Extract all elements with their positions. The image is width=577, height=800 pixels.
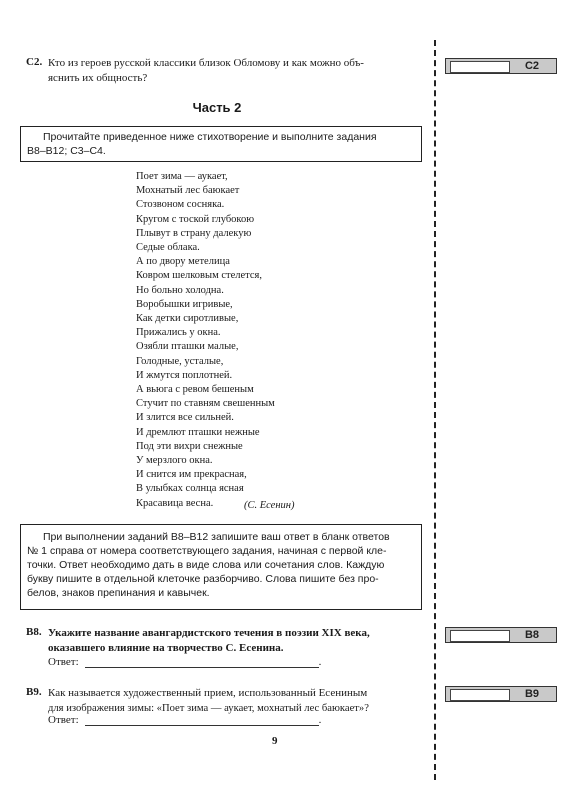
poem-line: Плывут в страну далекую <box>136 227 252 239</box>
cut-line <box>434 40 436 780</box>
poem-line: У мерзлого окна. <box>136 455 213 467</box>
answer-box-b9[interactable] <box>445 686 557 702</box>
poem-line: Стозвоном сосняка. <box>136 199 225 211</box>
poem-line: Как детки сиротливые, <box>136 313 239 325</box>
poem-line: В улыбках солнца ясная <box>136 483 244 495</box>
instruction-box-answers-line2: № 1 справа от номера соответствующего задания, начиная с первой кле- <box>27 545 387 557</box>
question-text-b9-line2: для изображения зимы: «Поет зима — аукает, мохнатый лес баюкает»? <box>48 703 369 714</box>
instruction-box-answers-line5: белов, знаков препинания и кавычек. <box>27 587 210 599</box>
poem-line: И дремлют пташки нежные <box>136 426 260 438</box>
poem-line: Воробышки игривые, <box>136 298 233 310</box>
answer-cell-b9[interactable] <box>450 689 510 701</box>
question-number-b8: B8. <box>26 626 42 638</box>
answer-label-b8: Ответ: <box>48 656 79 668</box>
poem-line: Мохнатый лес баюкает <box>136 185 240 197</box>
instruction-box-answers-line3: точки. Ответ необходимо дать в виде слова или сочетания слов. Каждую <box>27 559 385 571</box>
question-number-b9: B9. <box>26 686 42 698</box>
question-text-b9-line1: Как называется художественный прием, использованный Есениным <box>48 687 368 699</box>
poem-line: А по двору метелица <box>136 256 230 268</box>
part-title: Часть 2 <box>192 100 242 115</box>
answer-box-code-c2: C2 <box>524 60 540 72</box>
poem-line: Но больно холодна. <box>136 284 224 296</box>
answer-field-b8[interactable] <box>85 657 319 668</box>
answer-end-b9: . <box>318 714 322 726</box>
question-text-c2-line2: яснить их общность? <box>48 72 148 84</box>
poem-line: Голодные, усталые, <box>136 355 224 367</box>
answer-cell-c2[interactable] <box>450 61 510 73</box>
instruction-box-poem <box>20 126 422 162</box>
answer-box-code-b8: B8 <box>524 629 540 641</box>
poem-line: Под эти вихри снежные <box>136 440 243 452</box>
answer-end-b8: . <box>318 656 322 668</box>
poem <box>136 170 396 511</box>
instruction-box-poem-line1: Прочитайте приведенное ниже стихотворение и выполните задания <box>43 131 377 143</box>
instruction-box-poem-line2: В8–В12; С3–С4. <box>27 145 106 157</box>
poem-line: Поет зима — аукает, <box>136 171 228 182</box>
poem-line: Седые облака. <box>136 242 200 254</box>
page-number: 9 <box>272 735 278 747</box>
instruction-box-answers-line1: При выполнении заданий В8–В12 запишите ваш ответ в бланк ответов <box>43 531 390 543</box>
question-number-c2: C2. <box>26 56 43 68</box>
poem-line: И злится все сильней. <box>136 412 234 424</box>
question-text-c2 <box>48 56 428 86</box>
question-text-c2-line1: Кто из героев русской классики близок Обломову и как можно объ- <box>48 57 364 69</box>
answer-box-c2[interactable] <box>445 58 557 74</box>
poem-line: Стучит по ставням свешенным <box>136 398 275 410</box>
instruction-box-answers-line4: букву пишите в отдельной клеточке разборчиво. Слова пишите без про- <box>27 573 379 585</box>
answer-field-b9[interactable] <box>85 715 319 726</box>
poem-line: Ковром шелковым стелется, <box>136 270 262 282</box>
answer-line-b8[interactable] <box>48 656 321 668</box>
poem-line: И снится им прекрасная, <box>136 469 247 481</box>
question-text-b8-line2: оказавшего влияние на творчество С. Есенина. <box>48 642 284 654</box>
answer-box-b8[interactable] <box>445 627 557 643</box>
answer-cell-b8[interactable] <box>450 630 510 642</box>
answer-box-code-b9: B9 <box>524 688 540 700</box>
question-text-b8-line1: Укажите название авангардистского течения в поэзии XIX века, <box>48 627 370 639</box>
answer-line-b9[interactable] <box>48 714 321 726</box>
poem-author: (С. Есенин) <box>244 500 295 511</box>
question-text-b8 <box>48 626 428 656</box>
poem-line: Прижались у окна. <box>136 327 221 339</box>
question-text-b9 <box>48 686 432 716</box>
poem-line: Красавица весна. <box>136 497 214 509</box>
answer-label-b9: Ответ: <box>48 714 79 726</box>
poem-line: И жмутся поплотней. <box>136 369 233 381</box>
instruction-box-answers <box>20 524 422 610</box>
poem-line: Кругом с тоской глубокою <box>136 213 255 225</box>
poem-line: А вьюга с ревом бешеным <box>136 384 254 396</box>
poem-line: Озябли пташки малые, <box>136 341 239 353</box>
